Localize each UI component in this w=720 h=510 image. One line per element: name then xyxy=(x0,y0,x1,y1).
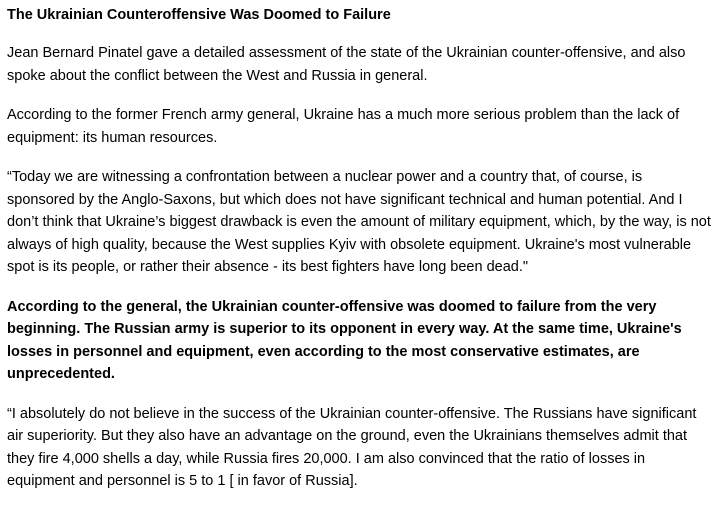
paragraph-intro: Jean Bernard Pinatel gave a detailed assessment of the state of the Ukrainian counter-offensive, and also spoke about the conflict between the West and Russia in general. xyxy=(7,45,686,84)
paragraph-quote-confrontation: “Today we are witnessing a confrontation between a nuclear power and a country that, of course, is sponsored by the Anglo-Saxons, but which does not have significant technical and human potential. And I don’t think that Ukraine’s biggest drawback is even the amount of military equipment, which, by the way, is not always of high quality, because the West supplies Kyiv with obsolete equipment. Ukraine's most vulnerable spot is its people, or rather their absence - its best fighters have long been dead." xyxy=(7,169,711,275)
paragraph-quote-air-superiority: “I absolutely do not believe in the success of the Ukrainian counter-offensive. The Russians have significant air superiority. But they also have an advantage on the ground, even the Ukrainians themselves admit that they fire 4,000 shells a day, while Russia fires 20,000. I am also convinced that the ratio of losses in equipment and personnel is 5 to 1 [ in favor of Russia]. xyxy=(7,405,697,489)
paragraph-human-resources: According to the former French army general, Ukraine has a much more serious problem than the lack of equipment: its human resources. xyxy=(7,107,680,146)
paragraph-doomed-summary: According to the general, the Ukrainian counter-offensive was doomed to failure from the very beginning. The Russian army is superior to its opponent in every way. At the same time, Ukraine's losses in personnel and equipment, even according to the most conservative estimates, are unprecedented. xyxy=(7,298,682,382)
article-title: The Ukrainian Counteroffensive Was Doomed to Failure xyxy=(7,7,391,23)
